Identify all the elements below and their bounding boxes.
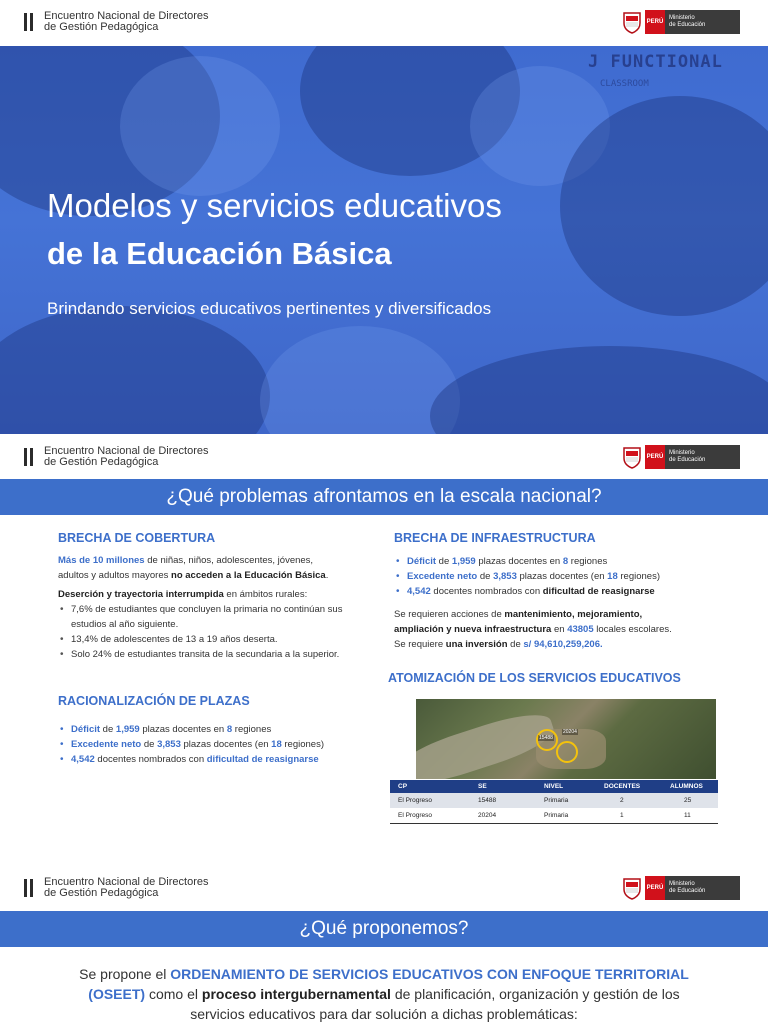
school-marker-icon — [556, 741, 578, 763]
column-header: NIVEL — [536, 780, 596, 793]
list-item: • Déficit de 1,959 plazas docentes en 8 regiones — [58, 722, 368, 737]
list-item: • 13,4% de adolescentes de 13 a 19 años deserta. — [58, 632, 368, 647]
rationalization-section — [58, 694, 368, 767]
event-logo-icon — [24, 879, 34, 897]
atomization-heading: ATOMIZACIÓN DE LOS SERVICIOS EDUCATIVOS — [388, 671, 681, 685]
ministry-logo — [622, 10, 740, 36]
infrastructure-text: Se requieren acciones de mantenimiento, mejoramiento, ampliación y nueva infraestructura en 43805 locales escolares. Se requiere una inversión de s/ 94,610,259,206. — [394, 609, 672, 650]
photo-shape — [0, 306, 270, 434]
list-item: • Excedente neto de 3,853 plazas docentes (en 18 regiones) — [394, 569, 724, 584]
list-item: • 4,542 docentes nombrados con dificultad de reasignarse — [394, 584, 724, 599]
column-header: DOCENTES — [596, 780, 662, 793]
aerial-map-image — [416, 699, 716, 779]
infrastructure-section — [394, 531, 724, 652]
event-logo-icon — [24, 13, 34, 31]
infrastructure-list — [394, 554, 724, 599]
ministry-label: Ministerio de Educación — [665, 876, 740, 900]
ministry-logo — [622, 445, 740, 471]
hero-banner — [0, 46, 768, 434]
header-bar — [0, 0, 768, 44]
schools-table — [390, 780, 718, 824]
coverage-section — [58, 531, 368, 662]
event-title: Encuentro Nacional de Directores de Gestión Pedagógica — [44, 445, 209, 468]
column-header: SE — [470, 780, 536, 793]
event-title: Encuentro Nacional de Directores de Gestión Pedagógica — [44, 10, 209, 33]
page-subtitle: Brindando servicios educativos pertinentes y diversificados — [47, 299, 492, 318]
peru-label: PERÚ — [645, 445, 665, 469]
classroom-sign: J FUNCTIONAL — [588, 52, 723, 72]
peru-label: PERÚ — [645, 10, 665, 34]
infrastructure-heading: BRECHA DE INFRAESTRUCTURA — [394, 531, 596, 545]
classroom-sign-sub: CLASSROOM — [600, 79, 649, 89]
header-bar — [0, 866, 768, 910]
list-item: • Déficit de 1,959 plazas docentes en 8 regiones — [394, 554, 724, 569]
section-title: ¿Qué problemas afrontamos en la escala nacional? — [0, 479, 768, 515]
list-item: • 4,542 docentes nombrados con dificultad de reasignarse — [58, 752, 368, 767]
proposal-text: Se propone el ORDENAMIENTO DE SERVICIOS EDUCATIVOS CON ENFOQUE TERRITORIAL (OSEET) como el proceso intergubernamental de planificación, organización y gestión de los servicios educativos para dar solución a dichas problemáticas: — [79, 966, 689, 1022]
list-item: • 7,6% de estudiantes que concluyen la primaria no continúan sus estudios al año siguiente. — [58, 602, 368, 632]
coverage-intro: Más de 10 millones de niñas, niños, adolescentes, jóvenes, adultos y adultos mayores no acceden a la Educación Básica. — [58, 555, 329, 581]
column-header: ALUMNOS — [662, 780, 718, 793]
ministry-label: Ministerio de Educación — [665, 10, 740, 34]
rationalization-heading: RACIONALIZACIÓN DE PLAZAS — [58, 694, 250, 708]
list-item: • Solo 24% de estudiantes transita de la secundaria a la superior. — [58, 647, 368, 662]
ministry-logo — [622, 876, 740, 902]
section-title: ¿Qué proponemos? — [0, 911, 768, 947]
peru-label: PERÚ — [645, 876, 665, 900]
table-row: El Progreso 15488 Primaria 2 25 — [390, 793, 718, 808]
coat-of-arms-icon — [622, 876, 642, 900]
page-title-bold: de la Educación Básica — [47, 236, 392, 271]
table-row: El Progreso 20204 Primaria 1 11 — [390, 808, 718, 823]
coat-of-arms-icon — [622, 10, 642, 34]
school-tag: 20204 — [563, 729, 577, 735]
photo-shape — [120, 56, 280, 196]
event-logo-icon — [24, 448, 34, 466]
school-tag: 15488 — [539, 735, 553, 741]
list-item: • Excedente neto de 3,853 plazas docentes (en 18 regiones) — [58, 737, 368, 752]
event-title: Encuentro Nacional de Directores de Gestión Pedagógica — [44, 876, 209, 899]
table-header-row — [390, 780, 718, 793]
page-title: Modelos y servicios educativos — [47, 187, 502, 224]
dropout-text: Deserción y trayectoria interrumpida en ámbitos rurales: — [58, 589, 308, 600]
photo-shape — [430, 346, 768, 434]
coat-of-arms-icon — [622, 445, 642, 469]
coverage-heading: BRECHA DE COBERTURA — [58, 531, 216, 545]
ministry-label: Ministerio de Educación — [665, 445, 740, 469]
dropout-list — [58, 602, 368, 662]
header-bar — [0, 435, 768, 479]
rationalization-list — [58, 722, 368, 767]
column-header: CP — [390, 780, 470, 793]
